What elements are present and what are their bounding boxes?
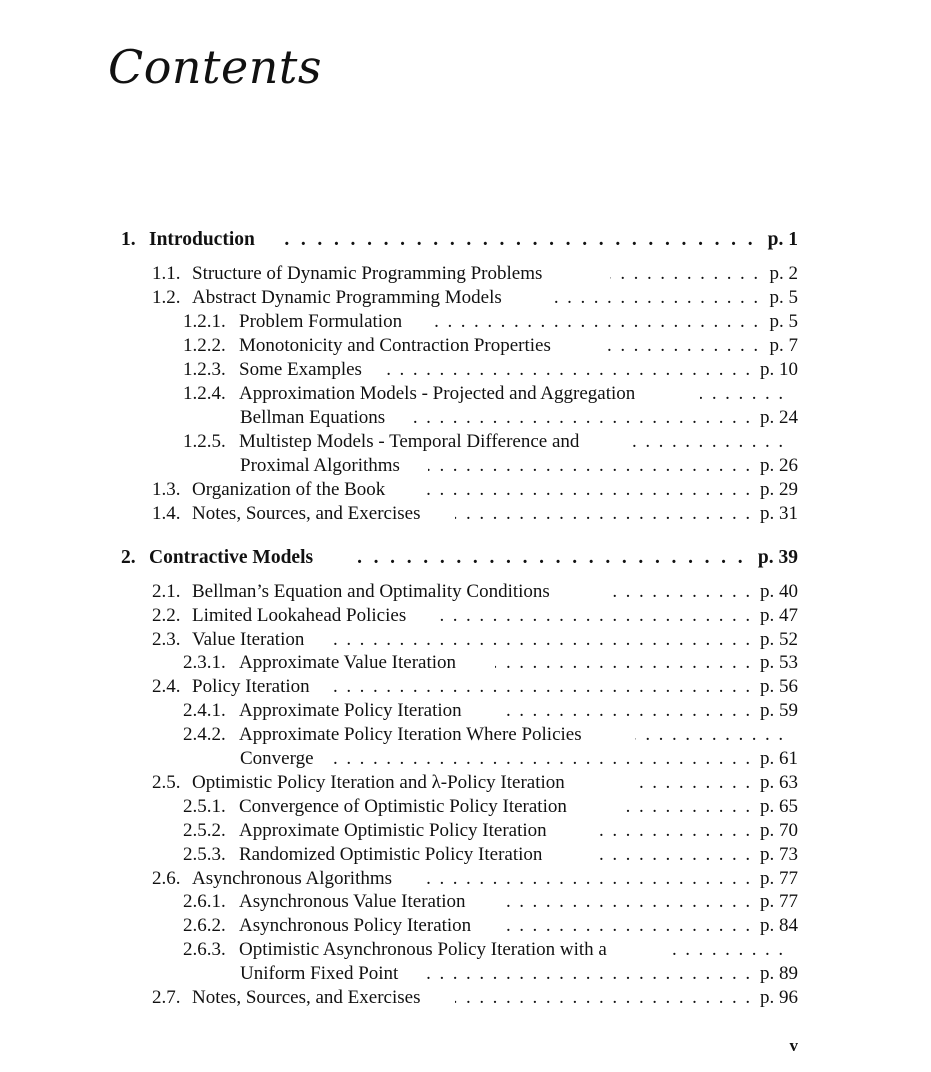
entry-title: Asynchronous Algorithms	[192, 868, 393, 889]
entry-number: 2.5.3.	[183, 844, 226, 865]
entry-page-number: p. 5	[769, 287, 798, 308]
entry-page-number: p. 53	[760, 652, 798, 673]
dot-leader	[610, 262, 760, 286]
chapter-entry	[0, 546, 931, 570]
dot-leader	[500, 699, 752, 723]
entry-number: 2.4.2.	[183, 724, 226, 745]
dot-leader	[426, 962, 752, 986]
entry-title: Monotonicity and Contraction Properties	[239, 335, 551, 356]
dot-leader	[503, 890, 752, 914]
dot-leader	[630, 430, 785, 454]
dot-leader	[455, 986, 752, 1010]
entry-page-number: p. 70	[760, 820, 798, 841]
dot-leader	[332, 675, 752, 699]
entry-number: 2.4.1.	[183, 700, 226, 721]
entry-page-number: p. 73	[760, 844, 798, 865]
entry-number: 2.5.	[152, 772, 181, 793]
entry-title: Proximal Algorithms	[240, 455, 400, 476]
dot-leader	[700, 382, 785, 406]
entry-number: 2.	[121, 547, 136, 568]
section-entry	[0, 795, 931, 819]
dot-leader	[428, 454, 752, 478]
dot-leader	[455, 502, 752, 526]
dot-leader	[635, 723, 785, 747]
entry-title: Value Iteration	[192, 629, 305, 650]
entry-title: Approximate Optimistic Policy Iteration	[239, 820, 547, 841]
section-entry	[0, 502, 931, 526]
section-entry	[0, 358, 931, 382]
dot-leader	[632, 771, 752, 795]
dot-leader	[616, 795, 752, 819]
entry-title: Contractive Models	[149, 547, 314, 568]
dot-leader	[412, 406, 752, 430]
entry-title: Approximate Policy Iteration	[239, 700, 462, 721]
section-entry	[0, 771, 931, 795]
toc-entry-continuation	[0, 406, 931, 430]
entry-title: Organization of the Book	[192, 479, 386, 500]
dot-leader	[418, 478, 752, 502]
dot-leader	[592, 843, 752, 867]
dot-leader	[438, 604, 752, 628]
dot-leader	[668, 938, 785, 962]
dot-leader	[330, 628, 752, 652]
toc-entry-continuation	[0, 747, 931, 771]
entry-page-number: p. 63	[760, 772, 798, 793]
entry-title: Converge	[240, 748, 314, 769]
section-entry	[0, 890, 931, 914]
entry-page-number: p. 40	[760, 581, 798, 602]
entry-number: 1.2.	[152, 287, 181, 308]
section-entry	[0, 867, 931, 891]
entry-page-number: p. 10	[760, 359, 798, 380]
entry-number: 1.3.	[152, 479, 181, 500]
entry-page-number: p. 1	[767, 229, 798, 250]
section-entry	[0, 580, 931, 604]
entry-number: 2.6.3.	[183, 939, 226, 960]
entry-title: Convergence of Optimistic Policy Iteration	[239, 796, 567, 817]
dot-leader	[605, 334, 760, 358]
entry-number: 2.3.	[152, 629, 181, 650]
section-entry	[0, 819, 931, 843]
entry-page-number: p. 59	[760, 700, 798, 721]
toc-entry-continuation	[0, 962, 931, 986]
entry-page-number: p. 2	[769, 263, 798, 284]
entry-page-number: p. 39	[757, 547, 798, 568]
section-entry	[0, 723, 931, 747]
page-title: Contents	[108, 40, 322, 94]
section-entry	[0, 914, 931, 938]
entry-number: 1.4.	[152, 503, 181, 524]
section-entry	[0, 986, 931, 1010]
entry-page-number: p. 24	[760, 407, 798, 428]
chapter-entry	[0, 228, 931, 252]
page-number: v	[789, 1036, 798, 1055]
entry-number: 1.2.2.	[183, 335, 226, 356]
entry-page-number: p. 77	[760, 891, 798, 912]
entry-title: Approximate Value Iteration	[239, 652, 457, 673]
entry-number: 1.2.1.	[183, 311, 226, 332]
entry-page-number: p. 5	[769, 311, 798, 332]
dot-leader	[352, 546, 746, 570]
entry-title: Asynchronous Policy Iteration	[239, 915, 472, 936]
entry-number: 1.	[121, 229, 136, 250]
entry-title: Limited Lookahead Policies	[192, 605, 407, 626]
entry-page-number: p. 7	[769, 335, 798, 356]
section-entry	[0, 604, 931, 628]
entry-title: Bellman Equations	[240, 407, 386, 428]
entry-page-number: p. 96	[760, 987, 798, 1008]
entry-number: 2.2.	[152, 605, 181, 626]
entry-number: 2.6.	[152, 868, 181, 889]
dot-leader	[610, 580, 752, 604]
entry-title: Abstract Dynamic Programming Models	[192, 287, 502, 308]
entry-title: Uniform Fixed Point	[240, 963, 399, 984]
section-entry	[0, 334, 931, 358]
section-entry	[0, 382, 931, 406]
section-entry	[0, 843, 931, 867]
section-entry	[0, 699, 931, 723]
section-entry	[0, 938, 931, 962]
entry-page-number: p. 26	[760, 455, 798, 476]
entry-title: Multistep Models - Temporal Difference and	[239, 431, 580, 452]
dot-leader	[495, 651, 752, 675]
entry-title: Optimistic Asynchronous Policy Iteration with a	[239, 939, 607, 960]
dot-leader	[382, 358, 752, 382]
entry-number: 1.2.3.	[183, 359, 226, 380]
entry-number: 2.6.2.	[183, 915, 226, 936]
dot-leader	[507, 914, 752, 938]
section-entry	[0, 675, 931, 699]
entry-number: 1.2.5.	[183, 431, 226, 452]
entry-title: Notes, Sources, and Exercises	[192, 503, 421, 524]
entry-page-number: p. 84	[760, 915, 798, 936]
entry-page-number: p. 65	[760, 796, 798, 817]
toc-entry-continuation	[0, 454, 931, 478]
entry-title: Bellman’s Equation and Optimality Conditions	[192, 581, 550, 602]
dot-leader	[430, 310, 760, 334]
dot-leader	[275, 228, 756, 252]
entry-page-number: p. 29	[760, 479, 798, 500]
entry-page-number: p. 47	[760, 605, 798, 626]
entry-number: 1.2.4.	[183, 383, 226, 404]
entry-title: Problem Formulation	[239, 311, 403, 332]
entry-number: 2.5.1.	[183, 796, 226, 817]
entry-number: 2.6.1.	[183, 891, 226, 912]
entry-title: Asynchronous Value Iteration	[239, 891, 466, 912]
dot-leader	[326, 747, 752, 771]
entry-title: Structure of Dynamic Programming Problems	[192, 263, 543, 284]
entry-number: 2.7.	[152, 987, 181, 1008]
entry-page-number: p. 52	[760, 629, 798, 650]
entry-number: 2.5.2.	[183, 820, 226, 841]
entry-title: Some Examples	[239, 359, 362, 380]
section-entry	[0, 628, 931, 652]
entry-title: Optimistic Policy Iteration and λ-Policy Iteration	[192, 772, 565, 793]
entry-page-number: p. 77	[760, 868, 798, 889]
entry-title: Notes, Sources, and Exercises	[192, 987, 421, 1008]
dot-leader	[422, 867, 752, 891]
entry-title: Approximate Policy Iteration Where Policies	[239, 724, 582, 745]
entry-number: 2.3.1.	[183, 652, 226, 673]
entry-number: 2.4.	[152, 676, 181, 697]
entry-page-number: p. 56	[760, 676, 798, 697]
entry-number: 2.1.	[152, 581, 181, 602]
section-entry	[0, 651, 931, 675]
section-entry	[0, 310, 931, 334]
entry-title: Approximation Models - Projected and Aggregation	[239, 383, 636, 404]
dot-leader	[552, 286, 760, 310]
entry-page-number: p. 31	[760, 503, 798, 524]
section-entry	[0, 286, 931, 310]
entry-number: 1.1.	[152, 263, 181, 284]
entry-page-number: p. 89	[760, 963, 798, 984]
entry-title: Randomized Optimistic Policy Iteration	[239, 844, 543, 865]
entry-title: Introduction	[149, 229, 255, 250]
section-entry	[0, 478, 931, 502]
entry-title: Policy Iteration	[192, 676, 310, 697]
section-entry	[0, 430, 931, 454]
entry-page-number: p. 61	[760, 748, 798, 769]
section-entry	[0, 262, 931, 286]
dot-leader	[598, 819, 752, 843]
